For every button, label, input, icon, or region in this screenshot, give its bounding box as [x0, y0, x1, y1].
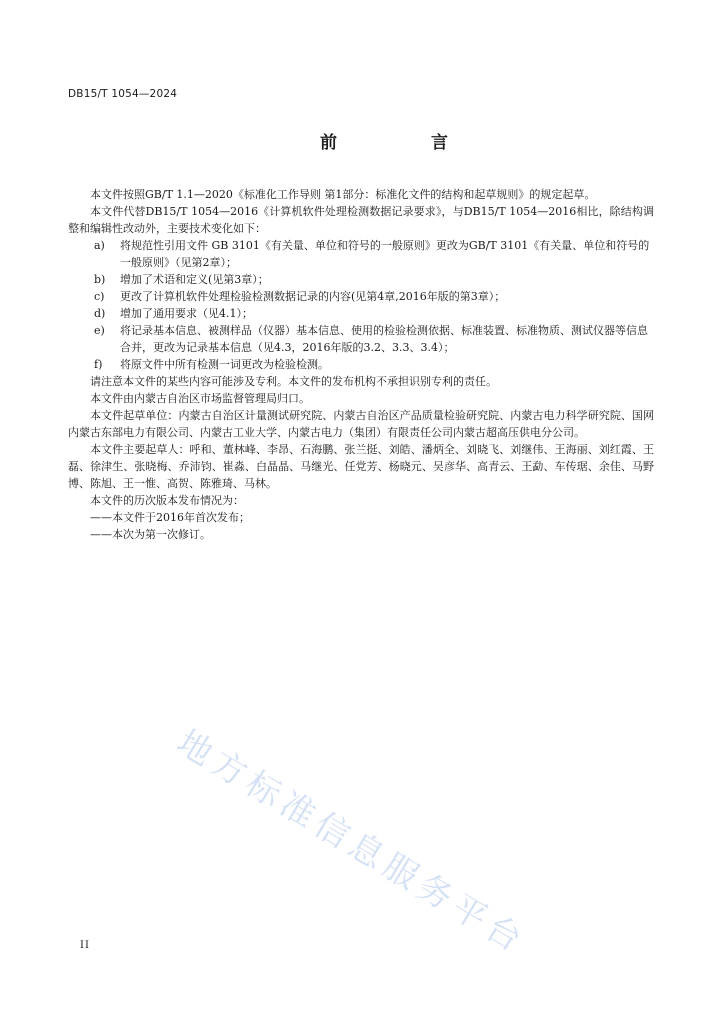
change-item [68, 356, 654, 373]
drafting-units: 本文件起草单位：内蒙古自治区计量测试研究院、内蒙古自治区产品质量检验研究院、内蒙古电力科学研究院、国网内蒙古东部电力有限公司、内蒙古工业大学、内蒙古电力（集团）有限责任公司内蒙古超高压供电分公司。 [68, 409, 654, 439]
drafters: 本文件主要起草人：呼和、董林峰、李昂、石海鹏、张兰挺、刘皓、潘炳全、刘晓飞、刘继伟、王海丽、刘红霞、王磊、徐津生、张晓梅、乔沛钧、崔淼、白晶晶、马继光、任党芳、杨晓元、吴彦华、高青云、王勐、车传琚、余佳、马野博、陈旭、王一惟、高贺、陈雅琦、马林。 [68, 443, 654, 490]
change-label: e) [94, 324, 105, 337]
change-text: 增加了术语和定义(见第3章）； [120, 273, 269, 286]
change-item [68, 322, 654, 356]
history-heading: 本文件的历次版本发布情况为： [90, 494, 244, 507]
change-item [68, 271, 654, 288]
change-text: 将原文件中所有检测一词更改为检验检测。 [120, 358, 329, 371]
change-text: 增加了通用要求（见4.1）； [120, 307, 253, 320]
change-text: 将规范性引用文件 GB 3101《有关量、单位和符号的一般原则》更改为GB/T 3101《有关量、单位和符号的一般原则》（见第2章）； [120, 239, 650, 269]
watermark: 地方标准信息服务平台 [169, 722, 534, 963]
patent-notice: 请注意本文件的某些内容可能涉及专利。本文件的发布机构不承担识别专利的责任。 [90, 375, 497, 388]
page-number: II [80, 940, 90, 951]
change-label: b) [94, 273, 106, 286]
change-text: 更改了计算机软件处理检验检测数据记录的内容(见第4章,2016年版的第3章）； [120, 290, 506, 303]
change-text: 将记录基本信息、被测样品（仪器）基本信息、使用的检验检测依据、标准装置、标准物质、测试仪器等信息合并，更改为记录基本信息（见4.3，2016年版的3.2、3.3、3.4）； [120, 324, 648, 354]
paragraph: 本文件按照GB/T 1.1—2020《标准化工作导则 第1部分：标准化文件的结构和起草规则》的规定起草。 [90, 188, 596, 201]
change-label: f) [94, 358, 103, 371]
doc-code: DB15/T 1054—2024 [68, 88, 178, 100]
foreword-body [68, 186, 654, 543]
change-item [68, 288, 654, 305]
history-item: ——本次为第一次修订。 [90, 528, 211, 541]
change-label: d) [94, 307, 106, 320]
paragraph: 本文件代替DB15/T 1054—2016《计算机软件处理检测数据记录要求》，与DB15/T 1054—2016相比，除结构调整和编辑性改动外，主要技术变化如下： [68, 205, 654, 235]
change-label: c) [94, 290, 105, 303]
change-item [68, 305, 654, 322]
change-label: a) [94, 239, 105, 252]
responsible-unit: 本文件由内蒙古自治区市场监督管理局归口。 [90, 392, 310, 405]
page-title: 前 言 [320, 133, 492, 153]
history-item: ——本文件于2016年首次发布； [90, 511, 250, 524]
change-item [68, 237, 654, 271]
